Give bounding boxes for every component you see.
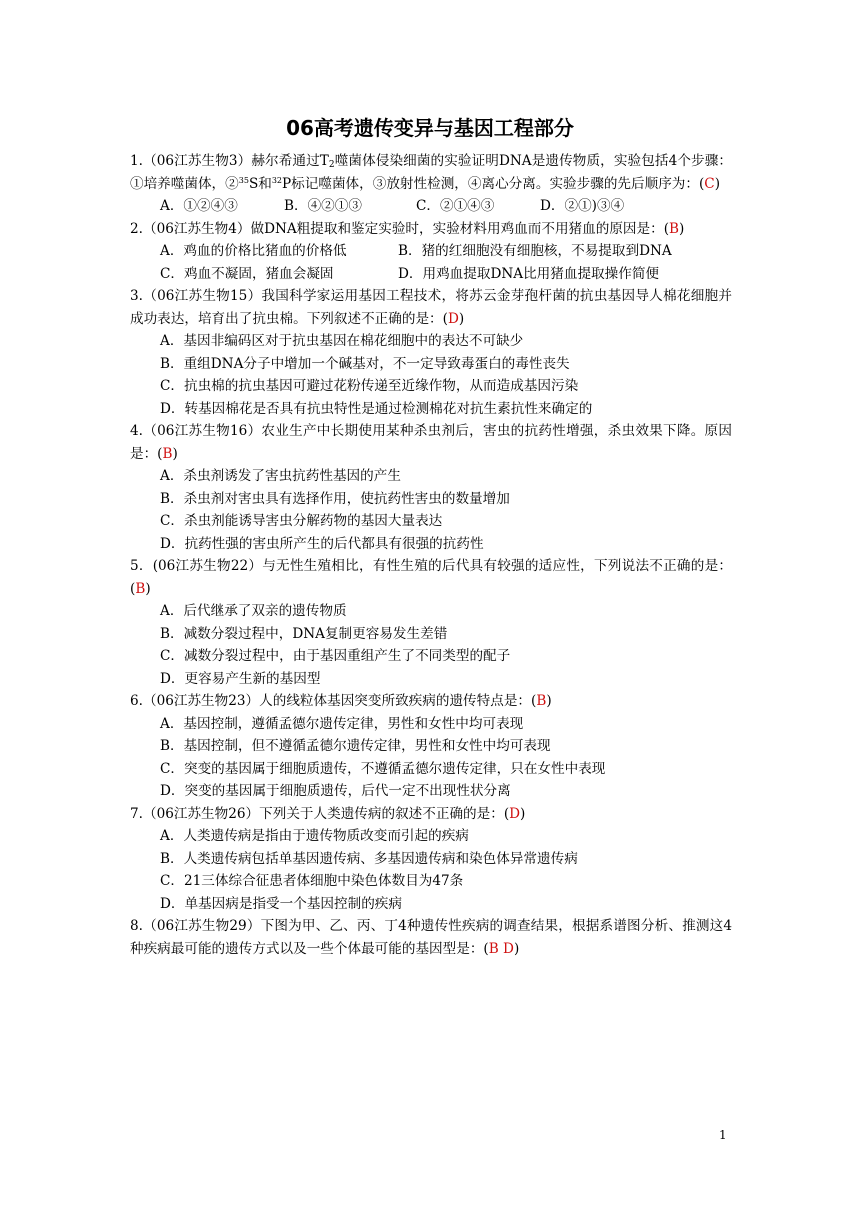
question-2	[130, 218, 732, 286]
option-c: C．鸡血不凝固，猪血会凝固	[160, 265, 334, 282]
option-c: C．杀虫剂能诱导害虫分解药物的基因大量表达	[160, 513, 443, 529]
option-b: B．减数分裂过程中，DNA复制更容易发生差错	[160, 625, 448, 642]
option-c: C．②①④③	[416, 198, 495, 214]
option-a: A．人类遗传病是指由于遗传物质改变而引起的疾病	[160, 828, 469, 844]
question-stem: 6.（06江苏生物23）人的线粒体基因突变所致疾病的遗传特点是：(B)	[130, 693, 552, 709]
question-stem: 8.（06江苏生物29）下图为甲、乙、丙、丁4种遗传性疾病的调查结果，根据系谱图分析、推测这4种疾病最可能的遗传方式以及一些个体最可能的基因型是：(B D)	[130, 918, 732, 957]
question-8	[130, 915, 732, 960]
option-a: A．鸡血的价格比猪血的价格低	[160, 243, 347, 259]
option-a: A．基因非编码区对于抗虫基因在棉花细胞中的表达不可缺少	[160, 333, 524, 349]
page-number: 1	[719, 1128, 727, 1142]
option-b: B．杀虫剂对害虫具有选择作用，使抗药性害虫的数量增加	[160, 490, 510, 507]
answer-mark: C	[704, 175, 715, 192]
option-d: D．用鸡血提取DNA比用猪血提取操作简便	[398, 265, 660, 282]
question-stem: 4.（06江苏生物16）农业生产中长期使用某种杀虫剂后，害虫的抗药性增强，杀虫效果下降。原因是：(B)	[130, 423, 732, 462]
question-4	[130, 420, 732, 555]
option-c: C．减数分裂过程中，由于基因重组产生了不同类型的配子	[160, 648, 511, 664]
answer-mark: B	[135, 580, 146, 597]
option-c: C．抗虫棉的抗虫基因可避过花粉传递至近缘作物，从而造成基因污染	[160, 378, 579, 394]
question-stem: 7.（06江苏生物26）下列关于人类遗传病的叙述不正确的是：(D)	[130, 805, 526, 822]
question-stem: 5．(06江苏生物22）与无性生殖相比，有性生殖的后代具有较强的适应性，下列说法不正确的是：(B)	[130, 558, 732, 597]
answer-mark: D	[447, 310, 459, 327]
option-a: A．杀虫剂诱发了害虫抗药性基因的产生	[160, 468, 401, 484]
answer-mark: B	[669, 220, 680, 237]
option-c: C．突变的基因属于细胞质遗传，不遵循孟德尔遗传定律，只在女性中表现	[160, 760, 606, 777]
question-stem: 2.（06江苏生物4）做DNA粗提取和鉴定实验时，实验材料用鸡血而不用猪血的原因是：(B)	[130, 220, 685, 237]
option-a: A．基因控制，遵循孟德尔遗传定律，男性和女性中均可表现	[160, 715, 524, 732]
question-7	[130, 803, 732, 916]
option-d: D．突变的基因属于细胞质遗传，后代一定不出现性状分离	[160, 783, 511, 799]
question-1	[130, 150, 732, 218]
option-b: B．人类遗传病包括单基因遗传病、多基因遗传病和染色体异常遗传病	[160, 850, 578, 867]
answer-mark: B	[536, 693, 547, 709]
option-d: D．更容易产生新的基因型	[160, 670, 321, 687]
option-b: B．猪的红细胞没有细胞核，不易提取到DNA	[398, 243, 672, 259]
answer-mark: B	[162, 445, 173, 462]
option-d: D．转基因棉花是否具有抗虫特性是通过检测棉花对抗生素抗性来确定的	[160, 400, 593, 417]
question-5	[130, 555, 732, 690]
option-row	[130, 263, 732, 286]
document-title: 06高考遗传变异与基因工程部分	[286, 116, 574, 140]
question-stem: 3.（06江苏生物15）我国科学家运用基因工程技术，将苏云金芽孢杆菌的抗虫基因导人棉花细胞并成功表达，培育出了抗虫棉。下列叙述不正确的是：(D)	[130, 288, 732, 327]
question-stem: 1.（06江苏生物3）赫尔希通过$T_2$噬菌体侵染细菌的实验证明DNA是遗传物质，实验包括4个步骤：①培养噬菌体，②$^{35}$S和$^{32}$P标记噬菌体，③放射性检测，④离心分离。实验步骤的先后顺序为：(C)	[130, 153, 733, 192]
option-d: D．单基因病是指受一个基因控制的疾病	[160, 895, 402, 912]
question-3	[130, 285, 732, 420]
option-d: D．②①)③④	[540, 198, 625, 214]
option-b: B．重组DNA分子中增加一个碱基对，不一定导致毒蛋白的毒性丧失	[160, 355, 570, 372]
question-list	[130, 150, 732, 960]
option-row	[130, 195, 732, 218]
option-a: A．后代继承了双亲的遗传物质	[160, 603, 347, 619]
question-6	[130, 690, 732, 803]
option-b: B．基因控制，但不遵循孟德尔遗传定律，男性和女性中均可表现	[160, 738, 551, 754]
option-row	[130, 240, 732, 263]
answer-mark: D	[509, 805, 521, 822]
option-a: A．①②④③	[160, 198, 238, 214]
option-d: D．抗药性强的害虫所产生的后代都具有很强的抗药性	[160, 535, 484, 552]
answer-mark: B D	[488, 940, 514, 957]
option-c: C．21三体综合征患者体细胞中染色体数目为47条	[160, 873, 464, 889]
option-b: B．④②①③	[284, 198, 362, 214]
